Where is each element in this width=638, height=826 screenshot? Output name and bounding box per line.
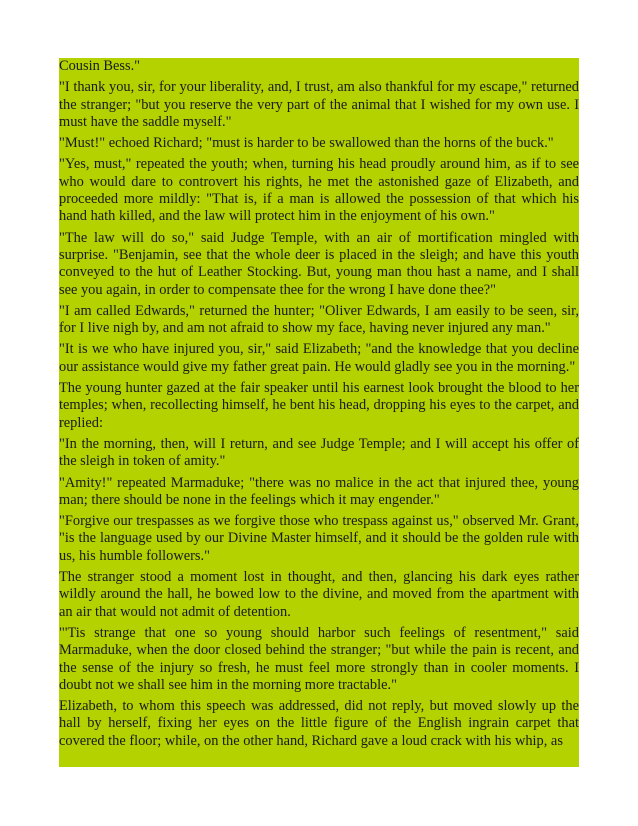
paragraph: "Amity!" repeated Marmaduke; "there was no malice in the act that injured thee, young man; there should be none in the feelings which it may engender." [59, 474, 579, 508]
paragraph: "'Tis strange that one so young should harbor such feelings of resentment," said Marmaduke, when the door closed behind the stranger; "but while the pain is recent, and the sense of the injury so fresh, he must feel more strongly than in cooler moments. I doubt not we shall see him in the morning more tractable." [59, 624, 579, 693]
text-block [59, 58, 579, 767]
paragraph: "I thank you, sir, for your liberality, and, I trust, am also thankful for my escape," returned the stranger; "but you reserve the very part of the animal that I wished for my own use. I must have the saddle myself." [59, 79, 579, 130]
paragraph: "The law will do so," said Judge Temple, with an air of mortification mingled with surprise. "Benjamin, see that the whole deer is placed in the sleigh; and have this youth conveyed to the hut of Leather Stocking. But, young man thou hast a name, and I shall see you again, in order to compensate thee for the wrong I have done thee?" [59, 229, 579, 298]
paragraph: Elizabeth, to whom this speech was addressed, did not reply, but moved slowly up the hall by herself, fixing her eyes on the little figure of the English ingrain carpet that covered the floor; while, on the other hand, Richard gave a loud crack with his whip, as [59, 698, 579, 749]
paragraph: "I am called Edwards," returned the hunter; "Oliver Edwards, I am easily to be seen, sir, for I live nigh by, and am not afraid to show my face, having never injured any man." [59, 302, 579, 337]
paragraph: "Must!" echoed Richard; "must is harder to be swallowed than the horns of the buck." [59, 135, 554, 152]
paragraph: "Forgive our trespasses as we forgive those who trespass against us," observed Mr. Grant, "is the language used by our Divine Master himself, and it should be the golden rule with us, his humble followers." [59, 513, 579, 564]
paragraph: "It is we who have injured you, sir," said Elizabeth; "and the knowledge that you decline our assistance would give my father great pain. He would gladly see you in the morning." [59, 341, 579, 375]
paragraph: The stranger stood a moment lost in thought, and then, glancing his dark eyes rather wildly around the hall, he bowed low to the divine, and moved from the apartment with an air that would not admit of detention. [59, 569, 579, 620]
paragraph: "Yes, must," repeated the youth; when, turning his head proudly around him, as if to see who would dare to controvert his rights, he met the astonished gaze of Elizabeth, and proceeded more mildly: "That is, if a man is allowed the possession of that which his hand hath killed, and the law will protect him in the enjoyment of his own." [59, 156, 579, 225]
paragraph: "In the morning, then, will I return, and see Judge Temple; and I will accept his offer of the sleigh in token of amity." [59, 435, 579, 470]
paragraph: The young hunter gazed at the fair speaker until his earnest look brought the blood to her temples; when, recollecting himself, he bent his head, dropping his eyes to the carpet, and replied: [59, 380, 579, 431]
paragraph: Cousin Bess." [59, 58, 141, 74]
